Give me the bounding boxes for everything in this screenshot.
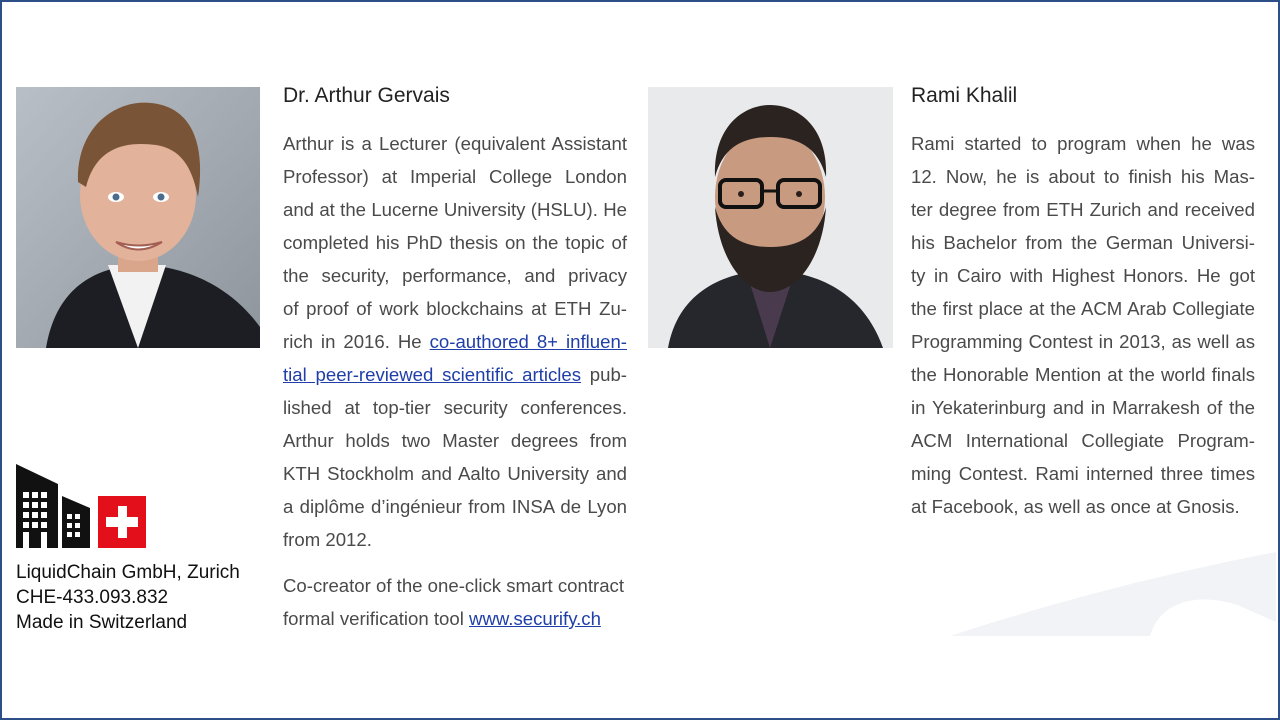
bio-line: KTH Stockholm and Aalto University and — [283, 463, 627, 484]
bio-line: Professor) at Imperial College London — [283, 166, 627, 187]
extra-line — [283, 602, 643, 635]
bio-line: his Bachelor from the German Universi- — [911, 232, 1255, 253]
buildings-icon — [16, 464, 90, 548]
swiss-flag-icon — [98, 496, 146, 548]
person2-name: Rami Khalil — [911, 84, 1018, 107]
extra-line: Co-creator of the one-click smart contract — [283, 575, 625, 596]
bio-text: rich in 2016. He — [283, 331, 430, 352]
bio-line-with-link — [283, 325, 627, 358]
bio-line: from 2012. — [283, 529, 372, 550]
rami-photo — [648, 87, 893, 348]
publications-link-cont[interactable]: tial peer-reviewed scientific articles — [283, 364, 582, 385]
bio-line: ACM International Collegiate Program- — [911, 430, 1255, 451]
bio-line: ter degree from ETH Zurich and received — [911, 199, 1255, 220]
bio-line: the first place at the ACM Arab Collegiate — [911, 298, 1255, 319]
bio-line: 12. Now, he is about to finish his Mas- — [911, 166, 1255, 187]
arthur-photo — [16, 87, 260, 348]
bio-line: Arthur is a Lecturer (equivalent Assistant — [283, 133, 627, 154]
building-swiss-flag-logo — [14, 462, 154, 552]
bio-line: of proof of work blockchains at ETH Zu- — [283, 298, 627, 319]
bio-line-with-link — [283, 358, 627, 391]
publications-link[interactable]: co-authored 8+ influen- — [429, 331, 627, 352]
person2-bio — [911, 127, 1255, 523]
bio-line: completed his PhD thesis on the topic of — [283, 232, 627, 253]
bio-line: the security, performance, and privacy — [283, 265, 627, 286]
bio-line: a diplôme d’ingénieur from INSA de Lyon — [283, 496, 627, 517]
securify-link[interactable]: www.securify.ch — [469, 608, 601, 629]
bio-line: lished at top-tier security conferences. — [283, 397, 627, 418]
extra-text: formal verification tool — [283, 608, 470, 629]
person1-extra — [283, 569, 643, 635]
person1-name: Dr. Arthur Gervais — [283, 84, 450, 107]
bio-line: and at the Lucerne University (HSLU). He — [283, 199, 627, 220]
bio-line: the Honorable Mention at the world finals — [911, 364, 1255, 385]
bio-line: at Facebook, as well as once at Gnosis. — [911, 496, 1240, 517]
bio-line: Arthur holds two Master degrees from — [283, 430, 627, 451]
person1-bio — [283, 127, 627, 556]
made-in-label: Made in Switzerland — [16, 612, 188, 633]
bio-text: pub- — [581, 364, 627, 385]
bio-line: ty in Cairo with Highest Honors. He got — [911, 265, 1255, 286]
company-name: LiquidChain GmbH, Zurich — [16, 562, 240, 583]
bio-line: Rami started to program when he was — [911, 133, 1255, 154]
company-registry: CHE-433.093.832 — [16, 587, 169, 608]
bio-line: in Yekaterinburg and in Marrakesh of the — [911, 397, 1255, 418]
bio-line: ming Contest. Rami interned three times — [911, 463, 1255, 484]
company-info — [16, 560, 240, 635]
bio-line: Programming Contest in 2013, as well as — [911, 331, 1255, 352]
